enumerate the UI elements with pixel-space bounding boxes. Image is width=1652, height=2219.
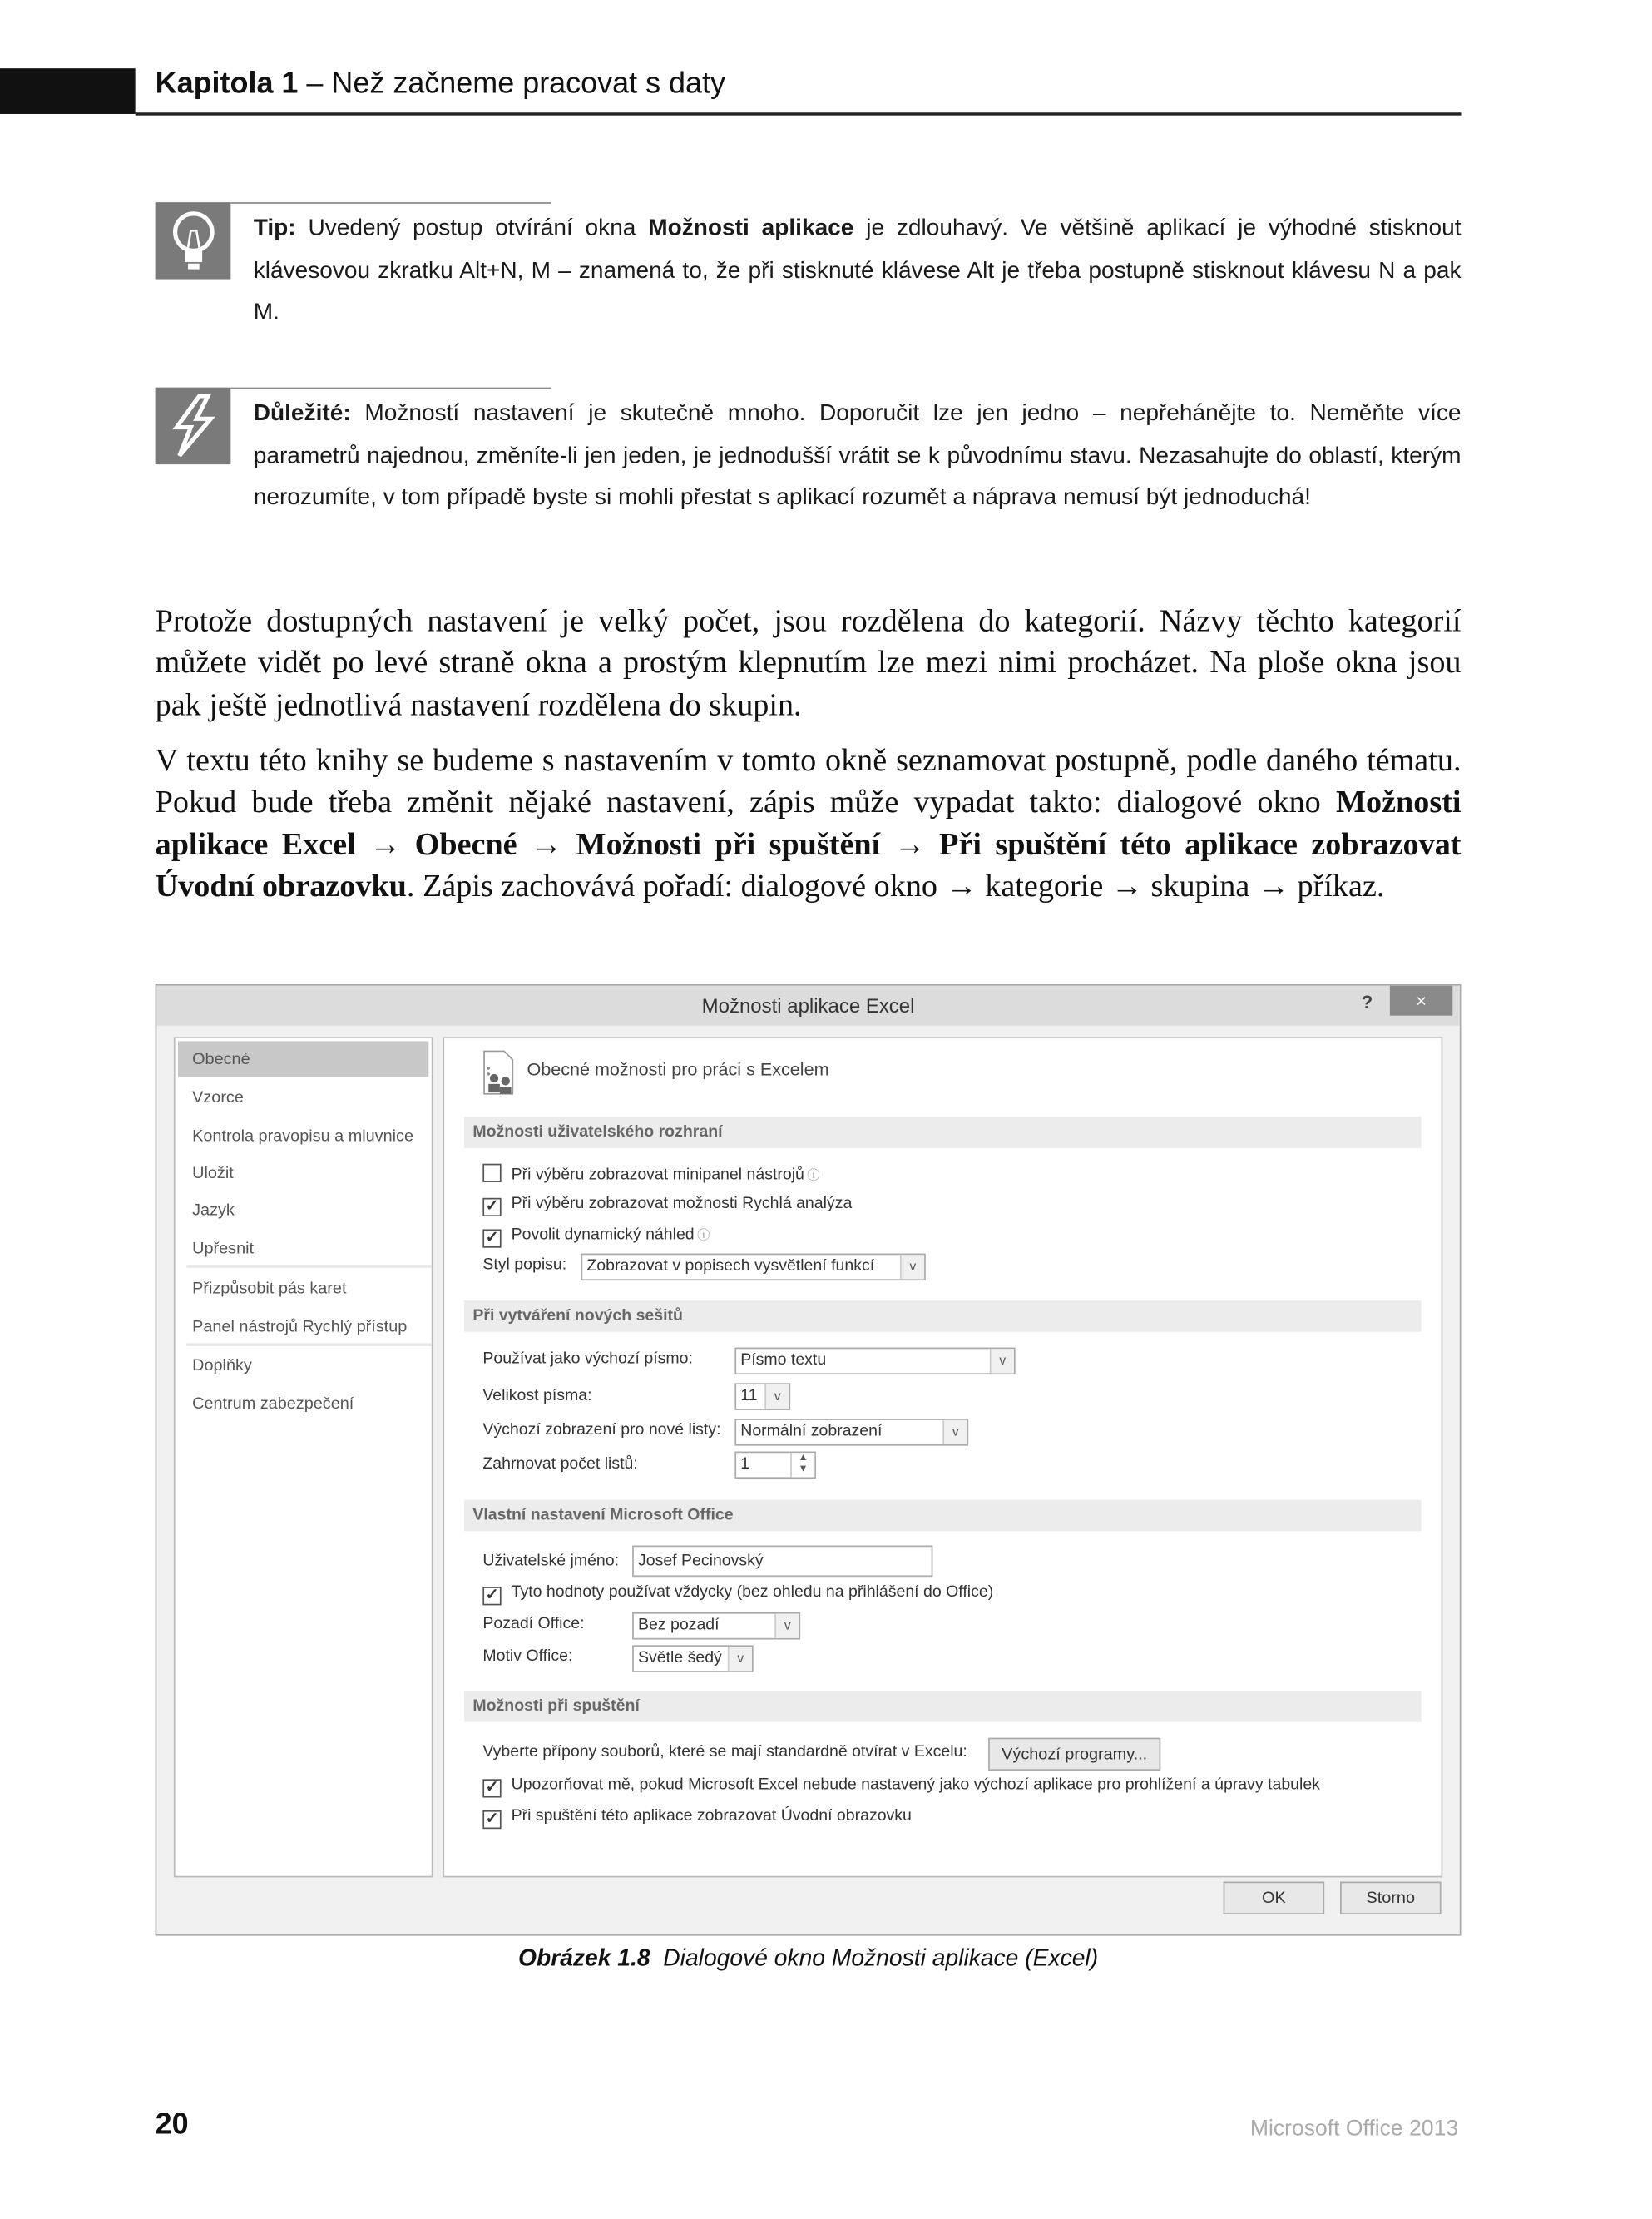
book-title: Microsoft Office 2013 — [1249, 2117, 1459, 2142]
section-office-settings: Vlastní nastavení Microsoft Office — [464, 1500, 1421, 1532]
username-label: Uživatelské jméno: — [482, 1553, 620, 1570]
checkbox-always-use[interactable] — [482, 1584, 993, 1606]
chevron-down-icon: v — [942, 1420, 967, 1444]
spinner-arrows-icon[interactable]: ▲ ▼ — [790, 1453, 814, 1477]
arrow: → — [355, 825, 415, 862]
important-rule — [230, 388, 551, 389]
style-label: Styl popisu: — [482, 1256, 567, 1274]
nav-item-pas-karet[interactable]: Přizpůsobit pás karet — [192, 1279, 347, 1298]
select-value: Písmo textu — [740, 1351, 827, 1370]
theme-label: Motiv Office: — [482, 1647, 573, 1666]
ok-button[interactable]: OK — [1224, 1882, 1325, 1914]
checkbox-start-screen[interactable] — [482, 1808, 912, 1830]
select-value: 11 — [740, 1387, 758, 1405]
chevron-down-icon: v — [900, 1255, 924, 1279]
nav-item-upresnit[interactable]: Upřesnit — [192, 1239, 255, 1258]
caption-label: Obrázek 1.8 — [517, 1945, 650, 1972]
close-button[interactable]: × — [1390, 986, 1452, 1016]
tip-rule — [230, 202, 551, 204]
nav-item-ulozit[interactable]: Uložit — [192, 1163, 234, 1182]
paragraph-2 — [156, 740, 1462, 907]
p2-c: . Zápis zachovává pořadí: dialogové okno → kategorie → skupina → příkaz. — [406, 867, 1385, 904]
chevron-down-icon: v — [728, 1647, 752, 1671]
nav-divider — [186, 1343, 431, 1345]
chevron-down-icon: v — [990, 1349, 1014, 1373]
background-select[interactable] — [632, 1612, 800, 1640]
checkbox-label: Tyto hodnoty používat vždycky (bez ohledu na přihlášení do Office) — [511, 1583, 994, 1602]
nav-item-jazyk[interactable]: Jazyk — [192, 1201, 235, 1220]
checkbox-checked[interactable]: ✓ — [482, 1810, 501, 1829]
important-text — [254, 394, 1462, 520]
title-bar — [156, 986, 1459, 1026]
section-startup: Možnosti při spuštění — [464, 1691, 1421, 1722]
chapter-title: Než začneme pracovat s daty — [331, 67, 726, 100]
important-label: Důležité: — [253, 400, 351, 426]
font-select[interactable] — [734, 1348, 1015, 1375]
important-body: Možností nastavení je skutečně mnoho. Doporučit lze jen jedno – nepřehánějte to. Neměňte více parametrů najednou, změníte-li jen jeden, je jednodušší vrátit se k původnímu stavu. Nezasahujte do oblastí, kterým nerozumíte, v tom případě byste si mohli přestat s aplikací rozumět a náprava nemusí být jednoduchá! — [253, 400, 1462, 510]
help-button[interactable]: ? — [1361, 991, 1373, 1013]
paragraph-1: Protože dostupných nastavení je velký počet, jsou rozdělena do kategorií. Názvy těchto kategorií můžete vidět po levé straně okna a prostým klepnutím lze mezi nimi procházet. Na ploše okna jsou pak ještě jednotlivá nastavení rozdělena do skupin. — [155, 602, 1462, 722]
nav-item-obecne[interactable]: Obecné — [178, 1041, 428, 1077]
checkbox-label: Upozorňovat mě, pokud Microsoft Excel nebude nastavený jako výchozí aplikace pro prohlížení a úpravy tabulek — [511, 1776, 1320, 1794]
chevron-down-icon: v — [764, 1384, 789, 1409]
theme-select[interactable] — [632, 1645, 754, 1672]
checkbox-checked[interactable]: ✓ — [482, 1198, 501, 1216]
options-dialog — [156, 984, 1462, 1936]
extensions-label: Vyberte přípony souborů, které se mají standardně otvírat v Excelu: — [482, 1743, 967, 1761]
default-programs-button[interactable]: Výchozí programy... — [988, 1738, 1160, 1771]
size-label: Velikost písma: — [482, 1387, 592, 1405]
tip-label: Tip: — [253, 215, 296, 241]
tip-text-a: Uvedený postup otvírání okna — [295, 215, 649, 241]
info-icon: ⓘ — [697, 1227, 710, 1242]
section-ui-options: Možnosti uživatelského rozhraní — [464, 1117, 1421, 1148]
nav-item-doplnky[interactable]: Doplňky — [192, 1355, 252, 1375]
p2-a: V textu této knihy se budeme s nastavením v tomto okně seznamovat postupně, podle daného tématu. Pokud bude třeba změnit nějaké nastavení, zápis může vypadat takto: dialogové okno — [155, 741, 1462, 820]
select-value: Světle šedý — [637, 1649, 722, 1667]
checkbox-live-preview[interactable] — [482, 1225, 710, 1247]
figure-caption — [0, 1946, 1616, 1974]
checkbox-warn-default[interactable] — [482, 1776, 1320, 1798]
lightbulb-icon — [156, 202, 231, 279]
checkbox-label: Při výběru zobrazovat minipanel nástrojů — [511, 1166, 804, 1184]
p2-b2: Obecné — [414, 825, 517, 862]
checkbox-checked[interactable]: ✓ — [482, 1587, 501, 1605]
nav-item-kontrola[interactable]: Kontrola pravopisu a mluvnice — [192, 1127, 414, 1146]
cancel-button[interactable]: Storno — [1340, 1882, 1442, 1914]
arrow: → — [880, 825, 940, 862]
tip-text-b: je zdlouhavý. Ve většině aplikací je výhodné stisknout klávesovou zkratku Alt+N, M – znamená to, že při stisknuté klávese Alt je třeba postupně stisknout klávesu N a pak M. — [253, 215, 1462, 325]
separator: – — [298, 67, 332, 100]
checkbox-checked[interactable]: ✓ — [482, 1229, 501, 1247]
size-select[interactable] — [734, 1383, 790, 1410]
view-label: Výchozí zobrazení pro nové listy: — [482, 1421, 721, 1439]
select-value: Zobrazovat v popisech vysvětlení funkcí — [586, 1257, 875, 1275]
p2-b1: Možnosti aplikace Excel — [155, 784, 1462, 862]
nav-item-zabezpeceni[interactable]: Centrum zabezpečení — [192, 1394, 354, 1414]
arrow: → — [517, 825, 576, 862]
caption-text: Dialogové okno Možnosti aplikace (Excel) — [663, 1945, 1099, 1972]
style-select[interactable] — [581, 1254, 925, 1281]
nav-item-rychly-pristup[interactable]: Panel nástrojů Rychlý přístup — [192, 1317, 408, 1336]
panel-heading: Obecné možnosti pro práci s Excelem — [527, 1059, 829, 1080]
checkbox-label: Při spuštění této aplikace zobrazovat Úvodní obrazovku — [511, 1807, 912, 1825]
checkbox-label: Povolit dynamický náhled — [511, 1226, 695, 1244]
info-icon: ⓘ — [807, 1167, 820, 1182]
select-value: Normální zobrazení — [740, 1423, 883, 1440]
username-input[interactable]: Josef Pecinovský — [632, 1546, 932, 1578]
chapter-header — [156, 67, 725, 101]
checkbox[interactable] — [482, 1164, 501, 1182]
checkbox-checked[interactable]: ✓ — [482, 1779, 501, 1797]
font-label: Používat jako výchozí písmo: — [482, 1350, 693, 1368]
options-panel — [443, 1037, 1442, 1877]
count-label: Zahrnovat počet listů: — [482, 1455, 638, 1474]
checkbox-minipanel[interactable] — [482, 1164, 819, 1184]
nav-divider — [186, 1265, 431, 1267]
chapter-number: Kapitola 1 — [155, 67, 299, 100]
chevron-down-icon: v — [774, 1614, 799, 1638]
lightning-icon — [156, 388, 231, 464]
select-value: Bez pozadí — [637, 1617, 720, 1634]
dialog-title: Možnosti aplikace Excel — [701, 993, 915, 1018]
header-bar — [0, 68, 136, 114]
section-new-workbooks: Při vytváření nových sešitů — [464, 1300, 1421, 1332]
p2-b3: Možnosti při spuštění — [576, 825, 881, 862]
page-number: 20 — [155, 2108, 189, 2142]
background-label: Pozadí Office: — [482, 1615, 585, 1632]
p2-b4: Při spuštění této aplikace zobrazovat Úvodní obrazovku — [155, 825, 1462, 904]
stepper-value: 1 — [740, 1455, 750, 1474]
general-options-icon — [482, 1050, 519, 1100]
sheet-count-stepper[interactable] — [734, 1452, 816, 1479]
view-select[interactable] — [734, 1419, 968, 1446]
tip-bold: Možnosti aplikace — [648, 215, 854, 241]
checkbox-label: Při výběru zobrazovat možnosti Rychlá analýza — [511, 1195, 853, 1212]
header-rule — [136, 112, 1462, 115]
tip-text — [254, 208, 1462, 334]
nav-item-vzorce[interactable]: Vzorce — [192, 1087, 244, 1107]
checkbox-quick-analysis[interactable] — [482, 1195, 852, 1216]
category-nav — [174, 1037, 433, 1877]
